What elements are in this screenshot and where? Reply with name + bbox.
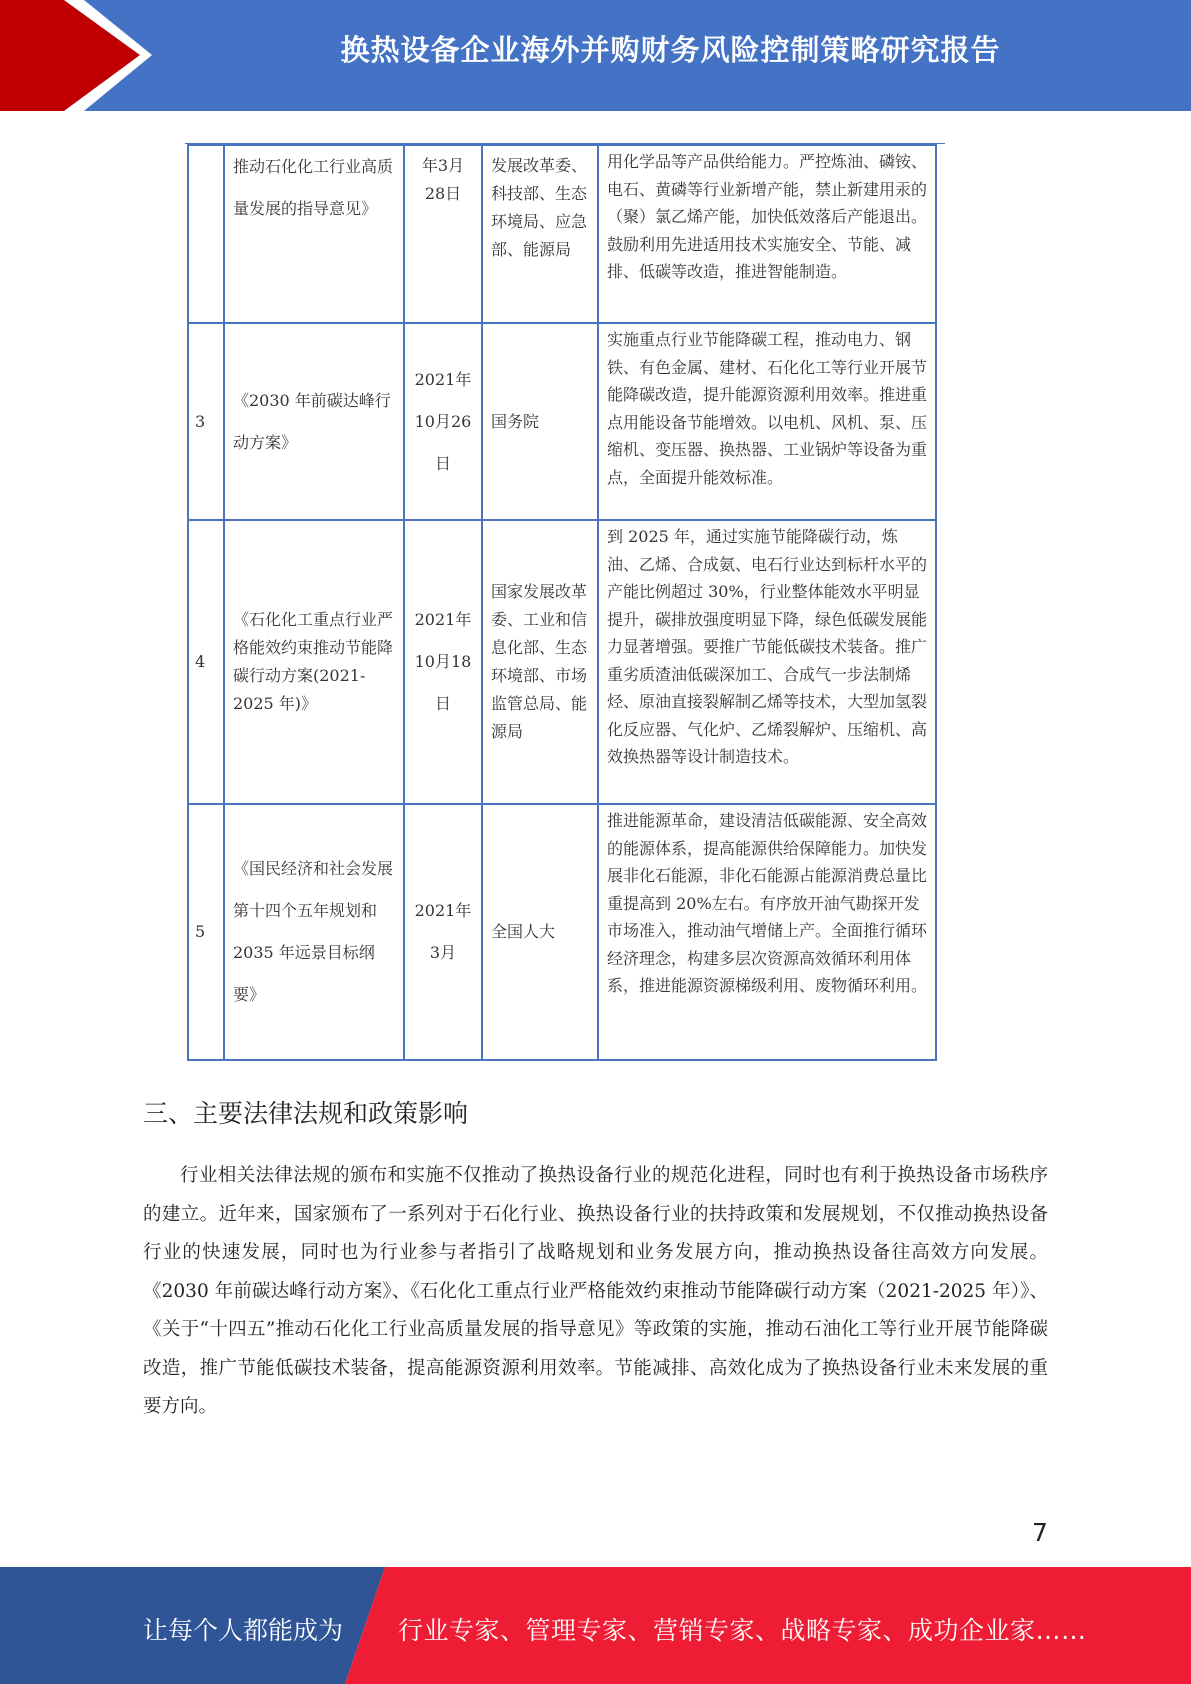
policy-content: 到 2025 年，通过实施节能降碳行动，炼油、乙烯、合成氨、电石行业达到标杆水平的产能比例超过 30%，行业整体能效水平明显提升，碳排放强度明显下降，绿色低碳发展能力显著增强。要推广节能低碳技术装备。推广重劣质渣油低碳深加工、合成气一步法制烯烃、原油直接裂解制乙烯等技术，大型加氢裂化反应器、气化炉、乙烯裂解炉、压缩机、高效换热器等设计制造技术。 <box>598 520 936 804</box>
page-number: 7 <box>1032 1518 1048 1547</box>
policy-content: 实施重点行业节能降碳工程，推动电力、钢铁、有色金属、建材、石化化工等行业开展节能降碳改造，提升能源资源利用效率。推进重点用能设备节能增效。以电机、风机、泵、压缩机、变压器、换热器、工业锅炉等设备为重点，全面提升能效标准。 <box>598 323 936 520</box>
page-footer <box>0 1567 1191 1684</box>
row-number: 3 <box>188 323 224 520</box>
policy-name: 《国民经济和社会发展第十四个五年规划和 2035 年远景目标纲要》 <box>224 804 404 1060</box>
table-row <box>188 520 936 804</box>
section-heading: 三、主要法律法规和政策影响 <box>143 1099 469 1128</box>
table-row <box>188 323 936 520</box>
table-row <box>188 804 936 1060</box>
policy-department: 国家发展改革委、工业和信息化部、生态环境部、市场监管总局、能源局 <box>482 520 598 804</box>
row-number: 4 <box>188 520 224 804</box>
header-title: 换热设备企业海外并购财务风险控制策略研究报告 <box>340 33 1001 67</box>
page-header <box>0 0 1191 111</box>
policy-content: 推进能源革命，建设清洁低碳能源、安全高效的能源体系，提高能源供给保障能力。加快发展非化石能源，非化石能源占能源消费总量比重提高到 20%左右。有序放开油气勘探开发市场准入，推动油气增储上产。全面推行循环经济理念，构建多层次资源高效循环利用体系，推进能源资源梯级利用、废物循环利用。 <box>598 804 936 1060</box>
policy-content: 用化学品等产品供给能力。严控炼油、磷铵、电石、黄磷等行业新增产能，禁止新建用汞的（聚）氯乙烯产能，加快低效落后产能退出。鼓励利用先进适用技术实施安全、节能、减排、低碳等改造，推进智能制造。 <box>598 145 936 323</box>
row-number <box>188 145 224 323</box>
policy-date: 2021年10月26日 <box>404 323 482 520</box>
policy-date: 2021年3月 <box>404 804 482 1060</box>
policy-name: 推动石化化工行业高质量发展的指导意见》 <box>224 145 404 323</box>
footer-slogan-left: 让每个人都能成为 <box>143 1616 344 1645</box>
body-paragraph: 行业相关法律法规的颁布和实施不仅推动了换热设备行业的规范化进程，同时也有利于换热设备市场秩序的建立。近年来，国家颁布了一系列对于石化行业、换热设备行业的扶持政策和发展规划，不仅推动换热设备行业的快速发展，同时也为行业参与者指引了战略规划和业务发展方向，推动换热设备往高效方向发展。《2030 年前碳达峰行动方案》、《石化化工重点行业严格能效约束推动节能降碳行动方案（2021-2025 年）》、《关于“十四五”推动石化化工行业高质量发展的指导意见》等政策的实施，推动石油化工等行业开展节能降碳改造，推广节能低碳技术装备，提高能源资源利用效率。节能减排、高效化成为了换热设备行业未来发展的重要方向。 <box>143 1165 1048 1417</box>
row-number: 5 <box>188 804 224 1060</box>
policy-name: 《石化化工重点行业严格能效约束推动节能降碳行动方案(2021-2025 年)》 <box>224 520 404 804</box>
policy-department: 全国人大 <box>482 804 598 1060</box>
policy-date: 年3月28日 <box>404 145 482 323</box>
table-row <box>188 145 936 323</box>
policy-date: 2021年10月18日 <box>404 520 482 804</box>
policy-department: 发展改革委、科技部、生态环境局、应急部、能源局 <box>482 145 598 323</box>
policy-department: 国务院 <box>482 323 598 520</box>
policy-name: 《2030 年前碳达峰行动方案》 <box>224 323 404 520</box>
footer-slogan-right: 行业专家、管理专家、营销专家、战略专家、成功企业家…… <box>398 1616 1087 1645</box>
